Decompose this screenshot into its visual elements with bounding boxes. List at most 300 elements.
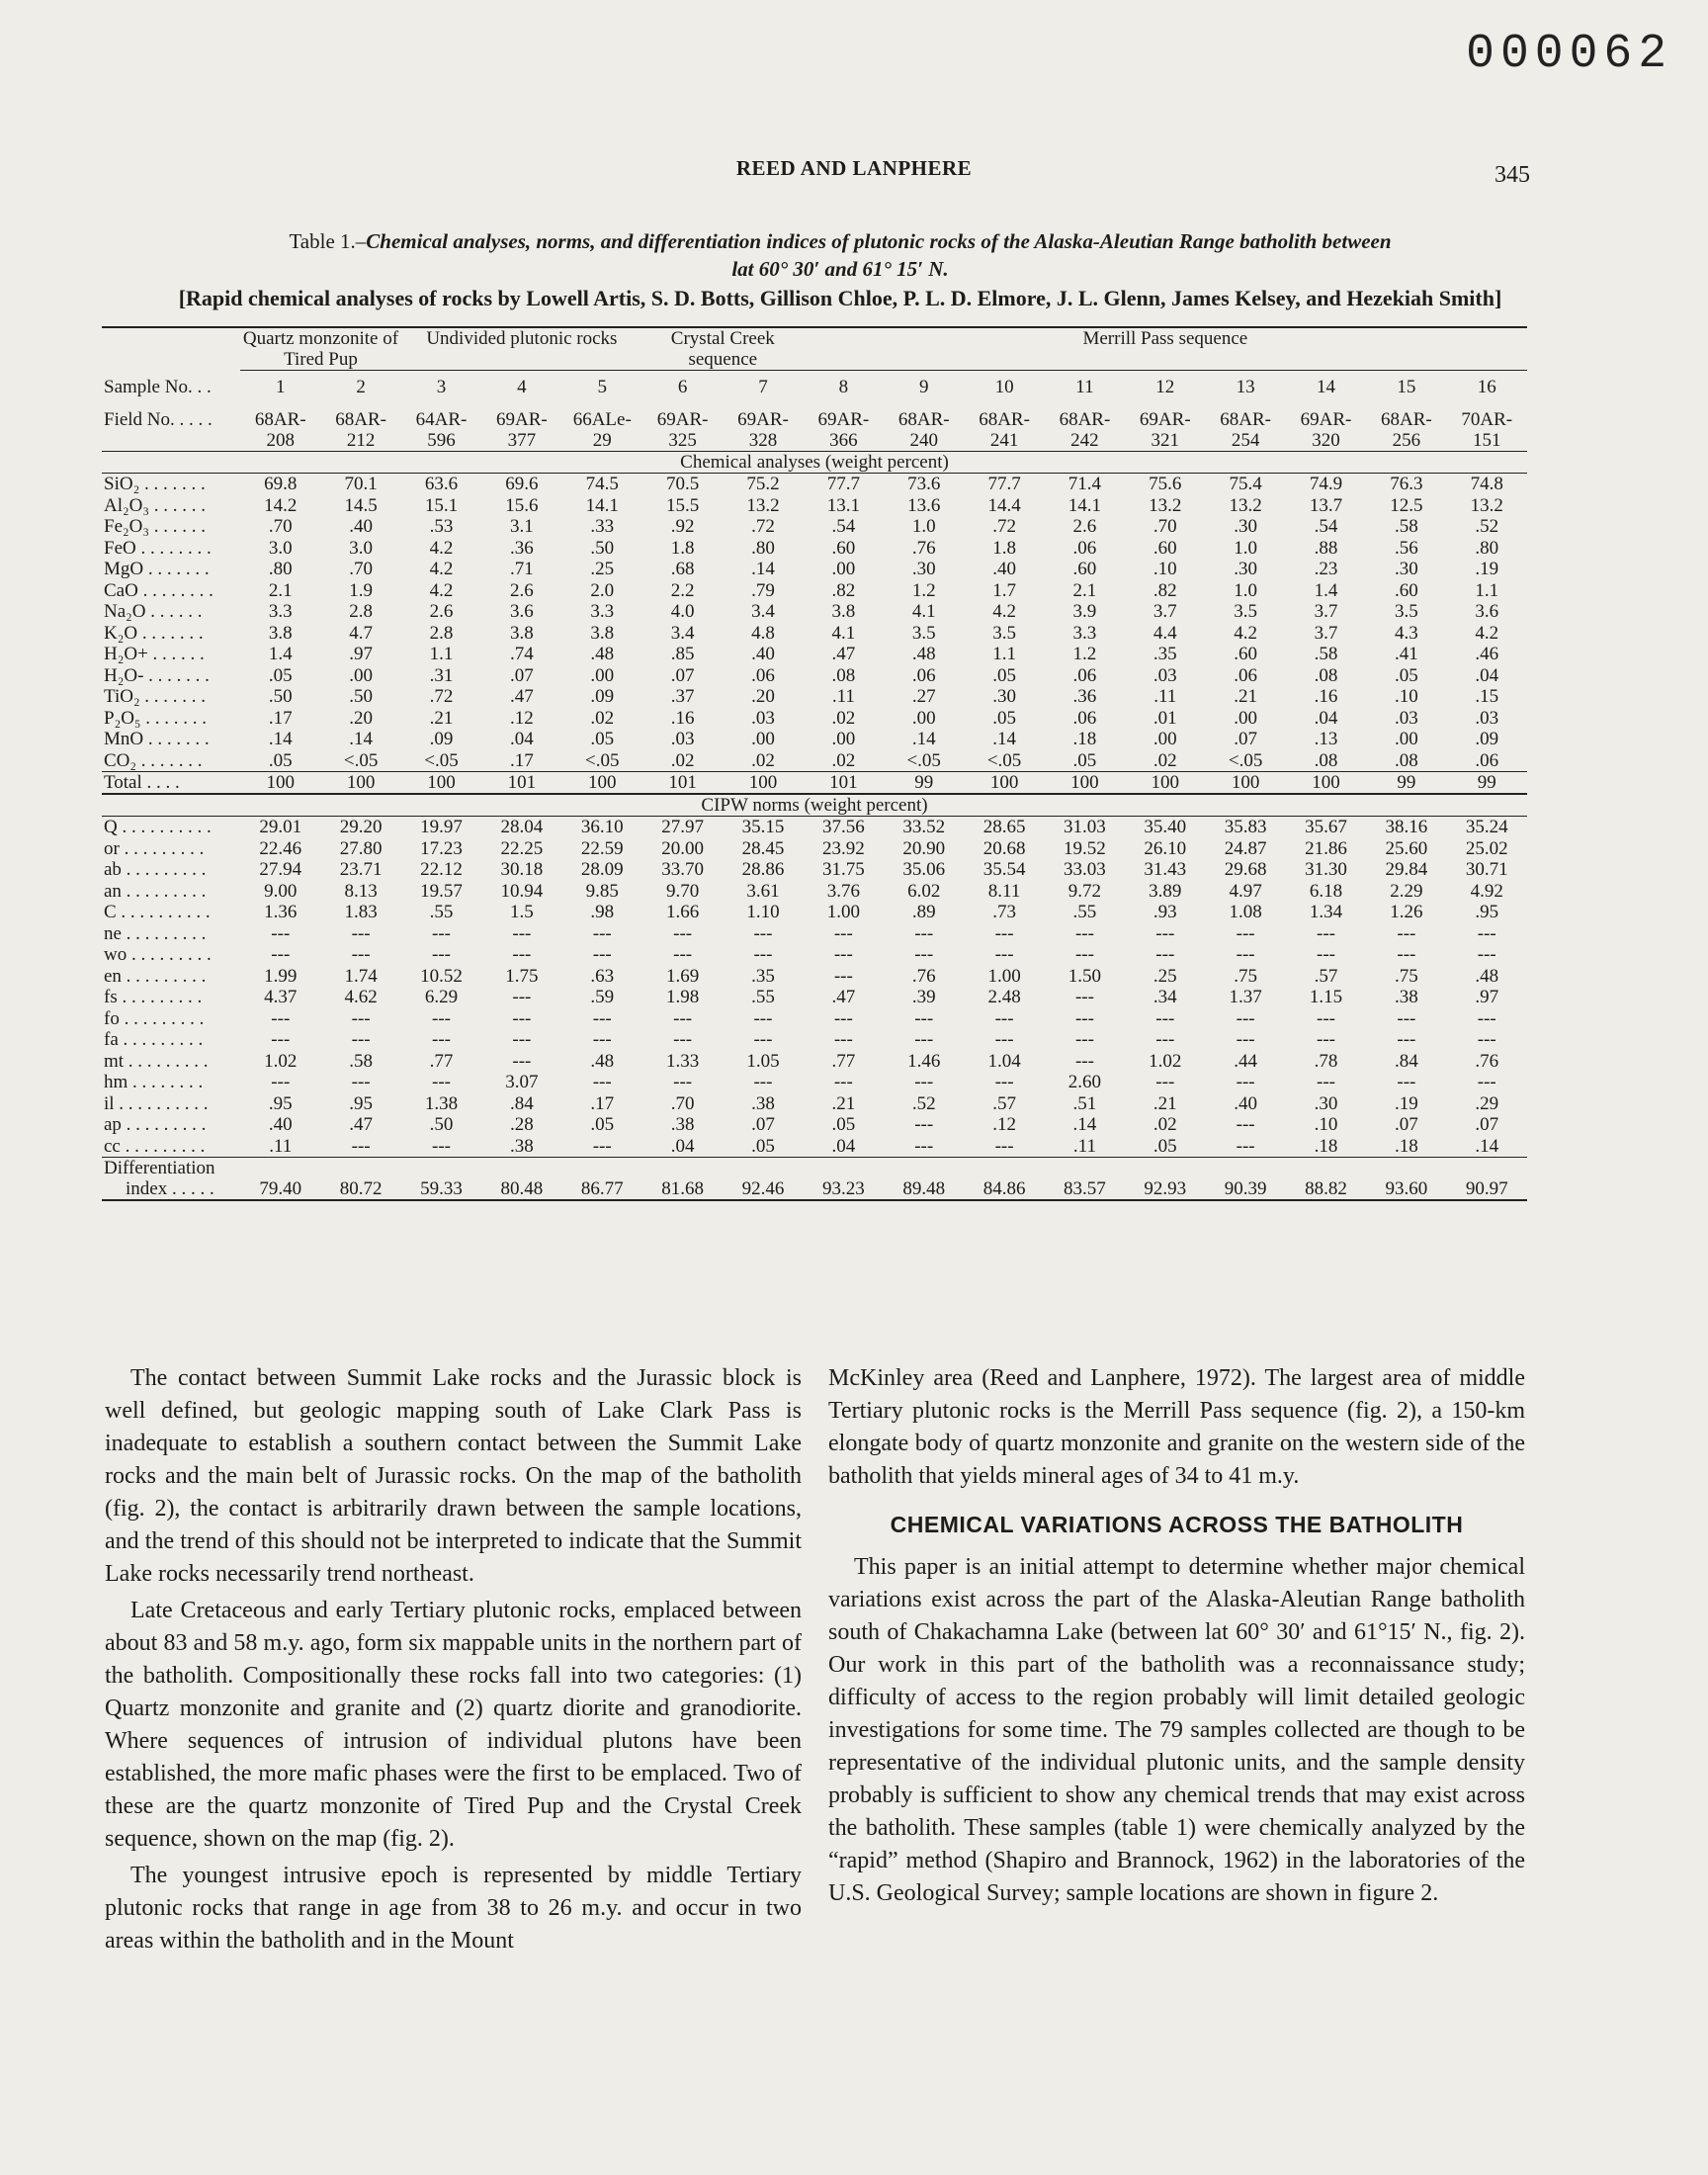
field-number xyxy=(1125,397,1205,452)
value-cell: .14 xyxy=(268,729,293,749)
section-heading-cipw: CIPW norms (weight percent) xyxy=(102,794,1527,817)
value-cell: 1.1 xyxy=(992,644,1016,664)
value-cell: 3.7 xyxy=(1153,601,1177,622)
value-cell: 19.57 xyxy=(420,880,463,902)
value-cell: 1.37 xyxy=(1229,987,1262,1007)
value-cell: 27.80 xyxy=(339,837,383,859)
value-cell: .47 xyxy=(831,644,856,664)
value-cell: .35 xyxy=(751,965,775,987)
cipw-row xyxy=(102,1114,1527,1136)
value-cell: 1.66 xyxy=(665,902,700,922)
field-number-suffix: 256 xyxy=(1392,430,1421,451)
di-value: 89.48 xyxy=(884,1158,964,1201)
value-cell: 77.7 xyxy=(987,474,1021,494)
value-cell: .29 xyxy=(1475,1092,1499,1114)
value-cell: .55 xyxy=(1072,902,1097,922)
value-cell: .44 xyxy=(1234,1050,1258,1072)
value-cell: --- xyxy=(271,1029,291,1050)
value-cell: 3.8 xyxy=(590,622,615,644)
value-cell: 1.26 xyxy=(1390,902,1423,922)
value-cell: 74.8 xyxy=(1470,474,1503,494)
value-cell: .09 xyxy=(590,686,615,707)
value-cell: <.05 xyxy=(1228,749,1263,771)
value-cell: 23.71 xyxy=(339,859,383,880)
value-cell: .14 xyxy=(349,729,374,749)
value-cell: 29.84 xyxy=(1385,859,1428,880)
value-cell: --- xyxy=(1236,1135,1255,1157)
value-cell: .72 xyxy=(751,516,775,537)
row-label: mt . . . . . . . . . xyxy=(104,1050,209,1072)
value-cell: 3.76 xyxy=(826,880,860,902)
field-number xyxy=(401,397,481,452)
value-cell: 25.02 xyxy=(1465,837,1508,859)
cipw-row xyxy=(102,987,1527,1008)
value-cell: 3.5 xyxy=(911,622,936,644)
value-cell: .25 xyxy=(1153,965,1177,987)
value-cell: --- xyxy=(432,922,451,944)
chem-row xyxy=(102,708,1527,730)
value-cell: --- xyxy=(833,1029,853,1050)
value-cell: .88 xyxy=(1314,537,1338,559)
value-cell: --- xyxy=(914,1135,934,1157)
table-title-line2: lat 60° 30′ and 61° 15′ N. xyxy=(731,257,949,281)
value-cell: 1.1 xyxy=(429,644,454,664)
row-label: Q . . . . . . . . . . xyxy=(104,817,212,837)
group-undivided: Undivided plutonic rocks xyxy=(401,327,642,371)
value-cell: 3.4 xyxy=(751,601,775,622)
total-value: 100 xyxy=(1286,772,1366,795)
value-cell: .68 xyxy=(670,559,695,579)
value-cell: --- xyxy=(351,1029,371,1050)
value-cell: 2.29 xyxy=(1390,880,1423,902)
value-cell: 3.5 xyxy=(992,622,1016,644)
value-cell: .40 xyxy=(349,516,374,537)
sample-number: 4 xyxy=(517,377,527,397)
value-cell: --- xyxy=(994,922,1014,944)
row-label: FeO . . . . . . . . xyxy=(104,537,212,559)
value-cell: .84 xyxy=(509,1092,534,1114)
value-cell: 28.86 xyxy=(741,859,785,880)
value-cell: --- xyxy=(512,1007,532,1029)
value-cell: .60 xyxy=(1072,559,1097,579)
value-cell: .06 xyxy=(1234,664,1258,686)
row-label: cc . . . . . . . . . xyxy=(104,1135,206,1157)
value-cell: .08 xyxy=(831,664,856,686)
value-cell: 1.4 xyxy=(1314,579,1338,601)
row-label: fs . . . . . . . . . xyxy=(104,987,203,1007)
value-cell: .10 xyxy=(1153,559,1177,579)
value-cell: .21 xyxy=(831,1092,856,1114)
value-cell: .17 xyxy=(509,749,534,771)
value-cell: --- xyxy=(753,1029,773,1050)
value-cell: .00 xyxy=(831,729,856,749)
value-cell: .05 xyxy=(268,664,293,686)
value-cell: 13.2 xyxy=(1470,494,1503,516)
value-cell: 73.6 xyxy=(907,474,941,494)
value-cell: .00 xyxy=(1153,729,1177,749)
value-cell: 3.4 xyxy=(670,622,695,644)
total-value: 100 xyxy=(964,772,1044,795)
value-cell: .19 xyxy=(1475,559,1499,579)
value-cell: .53 xyxy=(429,516,454,537)
field-number-prefix: 68AR- xyxy=(1220,409,1272,430)
value-cell: 19.52 xyxy=(1064,837,1106,859)
value-cell: 69.6 xyxy=(505,474,539,494)
value-cell: --- xyxy=(1236,1007,1255,1029)
field-number xyxy=(1045,397,1125,452)
table-credit: [Rapid chemical analyses of rocks by Lowell Artis, S. D. Botts, Gillison Chloe, P. L. D. Elmore, J. L. Glenn, James Kelsey, and Hezekiah Smith] xyxy=(178,286,1502,310)
archive-stamp-number: 000062 xyxy=(1466,28,1672,81)
value-cell: 1.8 xyxy=(992,537,1016,559)
value-cell: <.05 xyxy=(906,749,941,771)
value-cell: .36 xyxy=(1072,686,1097,707)
value-cell: 2.1 xyxy=(268,579,293,601)
value-cell: .21 xyxy=(429,707,454,729)
value-cell: .18 xyxy=(1314,1135,1338,1157)
value-cell: 4.0 xyxy=(670,601,695,622)
table-label: Table 1.– xyxy=(289,229,367,253)
value-cell: .12 xyxy=(992,1114,1016,1135)
value-cell: 2.1 xyxy=(1072,579,1097,601)
value-cell: --- xyxy=(1397,944,1416,965)
value-cell: .28 xyxy=(509,1114,534,1135)
value-cell: .08 xyxy=(1314,664,1338,686)
row-label: an . . . . . . . . . xyxy=(104,880,207,902)
value-cell: .70 xyxy=(349,559,374,579)
value-cell: .89 xyxy=(911,902,936,922)
di-value: 80.72 xyxy=(320,1158,400,1201)
value-cell: 2.6 xyxy=(1072,516,1097,537)
value-cell: .10 xyxy=(1314,1114,1338,1135)
value-cell: .11 xyxy=(269,1135,293,1157)
group-merrill-pass: Merrill Pass sequence xyxy=(804,327,1527,371)
value-cell: 3.6 xyxy=(1475,601,1499,622)
value-cell: 1.99 xyxy=(264,965,298,987)
value-cell: .50 xyxy=(349,686,374,707)
value-cell: --- xyxy=(1397,1072,1416,1092)
field-number-suffix: 241 xyxy=(989,430,1019,451)
value-cell: 1.02 xyxy=(1149,1050,1182,1072)
row-label: P₂O₅ . . . . . . . xyxy=(104,707,208,729)
value-cell: 4.2 xyxy=(1234,622,1258,644)
table-title: Chemical analyses, norms, and differentiation indices of plutonic rocks of the Alaska-Aleutian Range batholith between xyxy=(366,229,1392,253)
value-cell: <.05 xyxy=(585,749,620,771)
row-label: TiO₂ . . . . . . . xyxy=(104,686,207,707)
value-cell: 13.7 xyxy=(1309,494,1343,516)
value-cell: 69.8 xyxy=(264,474,298,494)
field-number xyxy=(964,397,1044,452)
value-cell: 35.67 xyxy=(1305,817,1347,837)
di-value: 80.48 xyxy=(481,1158,561,1201)
value-cell: 4.92 xyxy=(1470,880,1503,902)
left-column xyxy=(105,1362,802,1958)
value-cell: --- xyxy=(592,1072,612,1092)
value-cell: --- xyxy=(1477,944,1496,965)
row-label: ab . . . . . . . . . xyxy=(104,859,207,880)
value-cell: --- xyxy=(1236,944,1255,965)
row-label: wo . . . . . . . . . xyxy=(104,944,212,965)
di-value: 81.68 xyxy=(642,1158,723,1201)
chem-row xyxy=(102,686,1527,708)
field-number-suffix: 320 xyxy=(1312,430,1340,451)
paragraph: Late Cretaceous and early Tertiary plutonic rocks, emplaced between about 83 and 58 m.y. ago, form six mappable units in the northern part of the batholith. Compositionally these rocks fall into two categories: (1) Quartz monzonite and granite and (2) quartz diorite and granodiorite. Where sequences of intrusion of individual plutons have been established, the more mafic phases were the first to be emplaced. Two of these are the quartz monzonite of Tired Pup and the Crystal Creek sequence, shown on the map (fig. 2). xyxy=(105,1598,802,1852)
value-cell: .47 xyxy=(509,686,534,707)
sample-number: 6 xyxy=(677,377,688,397)
value-cell: .05 xyxy=(590,729,615,749)
value-cell: --- xyxy=(271,1007,291,1029)
field-number xyxy=(1447,397,1527,452)
field-number-suffix: 321 xyxy=(1151,430,1180,451)
value-cell: 1.00 xyxy=(987,965,1021,987)
field-number-suffix: 325 xyxy=(668,430,697,451)
value-cell: .30 xyxy=(1234,559,1258,579)
value-cell: 6.02 xyxy=(907,880,941,902)
value-cell: 1.50 xyxy=(1068,965,1102,987)
value-cell: 1.00 xyxy=(826,902,860,922)
value-cell: 13.2 xyxy=(1149,494,1182,516)
value-cell: .77 xyxy=(831,1050,856,1072)
value-cell: 1.38 xyxy=(424,1092,459,1114)
value-cell: .40 xyxy=(268,1114,293,1135)
value-cell: .03 xyxy=(1475,707,1499,729)
row-label: Total . . . . xyxy=(102,772,240,795)
value-cell: 4.2 xyxy=(1475,622,1499,644)
value-cell: .25 xyxy=(590,559,615,579)
value-cell: .21 xyxy=(1153,1092,1177,1114)
value-cell: .17 xyxy=(268,707,293,729)
value-cell: .07 xyxy=(751,1114,775,1135)
row-label: CO₂ . . . . . . . xyxy=(104,749,203,771)
value-cell: .82 xyxy=(831,579,856,601)
cipw-row xyxy=(102,923,1527,945)
value-cell: .15 xyxy=(1475,686,1499,707)
value-cell: 20.90 xyxy=(902,837,946,859)
value-cell: .85 xyxy=(670,644,695,664)
value-cell: .05 xyxy=(1153,1135,1177,1157)
value-cell: .02 xyxy=(590,707,615,729)
value-cell: 15.5 xyxy=(665,494,700,516)
di-value: 88.82 xyxy=(1286,1158,1366,1201)
value-cell: 22.59 xyxy=(580,837,624,859)
value-cell: .04 xyxy=(509,729,534,749)
paragraph: This paper is an initial attempt to determine whether major chemical variations exist across the part of the Alaska-Aleutian Range batholith south of Chakachamna Lake (between lat 60° 30′ and 61°15′ N., fig. 2). Our work in this part of the batholith was a reconnaissance study; difficulty of access to the region probably will limit detailed geologic investigations for some time. The 79 samples collected are though to be representative of the individual plutonic units, and the sample density probably is sufficient to show any chemical trends that may exist across the batholith. These samples (table 1) were chemically analyzed by the “rapid” method (Shapiro and Brannock, 1962) in the laboratories of the U.S. Geological Survey; sample locations are shown in figure 2. xyxy=(828,1554,1525,1906)
running-head: REED AND LANPHERE xyxy=(735,156,973,180)
value-cell: 10.94 xyxy=(500,880,544,902)
value-cell: 3.89 xyxy=(1149,880,1182,902)
value-cell: --- xyxy=(351,922,371,944)
table-caption xyxy=(148,227,1532,312)
field-number-suffix: 254 xyxy=(1231,430,1260,451)
field-number-suffix: 366 xyxy=(829,430,858,451)
value-cell: .03 xyxy=(1394,707,1418,729)
value-cell: 4.2 xyxy=(429,537,454,559)
value-cell: .51 xyxy=(1072,1092,1097,1114)
value-cell: 3.9 xyxy=(1072,601,1097,622)
value-cell: 1.04 xyxy=(987,1050,1021,1072)
value-cell: 35.54 xyxy=(982,859,1026,880)
cipw-row xyxy=(102,1072,1527,1093)
value-cell: 33.03 xyxy=(1064,859,1106,880)
value-cell: 1.75 xyxy=(505,965,539,987)
value-cell: 13.2 xyxy=(746,494,780,516)
field-number-prefix: 64AR- xyxy=(415,409,468,430)
value-cell: .38 xyxy=(1394,987,1418,1007)
value-cell: --- xyxy=(994,1135,1014,1157)
value-cell: --- xyxy=(1236,1114,1255,1135)
field-number-suffix: 377 xyxy=(507,430,537,451)
value-cell: 3.0 xyxy=(268,537,293,559)
row-label: Sample No. . . xyxy=(104,376,212,397)
value-cell: .40 xyxy=(751,644,775,664)
value-cell: .06 xyxy=(1072,707,1097,729)
value-cell: 14.5 xyxy=(344,494,378,516)
value-cell: --- xyxy=(351,1135,371,1157)
section-heading-chemical: Chemical analyses (weight percent) xyxy=(102,452,1527,474)
value-cell: .70 xyxy=(1153,516,1177,537)
value-cell: .14 xyxy=(1072,1114,1097,1135)
value-cell: --- xyxy=(592,1029,612,1050)
value-cell: .56 xyxy=(1394,537,1418,559)
value-cell: 4.4 xyxy=(1153,622,1177,644)
value-cell: .38 xyxy=(509,1135,534,1157)
value-cell: 14.4 xyxy=(987,494,1021,516)
value-cell: .97 xyxy=(1475,987,1499,1007)
total-value: 99 xyxy=(1447,772,1527,795)
value-cell: 15.1 xyxy=(424,494,459,516)
field-number xyxy=(240,397,320,452)
sample-number: 5 xyxy=(597,377,607,397)
value-cell: 4.1 xyxy=(911,601,936,622)
value-cell: .58 xyxy=(349,1050,374,1072)
field-number xyxy=(1286,397,1366,452)
value-cell: 1.98 xyxy=(665,987,700,1007)
value-cell: .07 xyxy=(1394,1114,1418,1135)
value-cell: .60 xyxy=(1234,644,1258,664)
value-cell: .78 xyxy=(1314,1050,1338,1072)
value-cell: .18 xyxy=(1072,729,1097,749)
value-cell: 4.3 xyxy=(1394,622,1418,644)
value-cell: .80 xyxy=(268,559,293,579)
value-cell: .04 xyxy=(1314,707,1338,729)
value-cell: .05 xyxy=(1394,664,1418,686)
value-cell: 1.05 xyxy=(746,1050,780,1072)
value-cell: .71 xyxy=(509,559,534,579)
value-cell: 30.18 xyxy=(500,859,544,880)
value-cell: 22.12 xyxy=(420,859,463,880)
value-cell: .06 xyxy=(751,664,775,686)
value-cell: .47 xyxy=(349,1114,374,1135)
field-number xyxy=(1366,397,1446,452)
value-cell: --- xyxy=(833,965,853,987)
value-cell: --- xyxy=(1074,922,1094,944)
value-cell: .40 xyxy=(992,559,1016,579)
value-cell: .95 xyxy=(349,1092,374,1114)
value-cell: .21 xyxy=(1234,686,1258,707)
value-cell: .30 xyxy=(911,559,936,579)
value-cell: .02 xyxy=(831,749,856,771)
value-cell: 24.87 xyxy=(1224,837,1267,859)
value-cell: .82 xyxy=(1153,579,1177,601)
value-cell: .38 xyxy=(670,1114,695,1135)
value-cell: --- xyxy=(1155,1029,1175,1050)
value-cell: 19.97 xyxy=(420,817,463,837)
value-cell: 27.97 xyxy=(661,817,704,837)
value-cell: 75.6 xyxy=(1149,474,1182,494)
value-cell: 22.46 xyxy=(259,837,302,859)
value-cell: .40 xyxy=(1234,1092,1258,1114)
value-cell: 1.0 xyxy=(1234,579,1258,601)
di-value: 79.40 xyxy=(240,1158,320,1201)
value-cell: .05 xyxy=(268,749,293,771)
value-cell: .12 xyxy=(509,707,534,729)
value-cell: 1.02 xyxy=(264,1050,298,1072)
value-cell: .93 xyxy=(1153,902,1177,922)
cipw-row xyxy=(102,944,1527,966)
value-cell: 30.71 xyxy=(1465,859,1508,880)
value-cell: .92 xyxy=(670,516,695,537)
value-cell: .30 xyxy=(1314,1092,1338,1114)
row-label: K₂O . . . . . . . xyxy=(104,622,204,644)
value-cell: 38.16 xyxy=(1385,817,1428,837)
value-cell: .70 xyxy=(670,1092,695,1114)
value-cell: --- xyxy=(512,1029,532,1050)
cipw-row xyxy=(102,1136,1527,1158)
value-cell: --- xyxy=(1074,987,1094,1007)
value-cell: .54 xyxy=(831,516,856,537)
value-cell: .05 xyxy=(1072,749,1097,771)
value-cell: 1.2 xyxy=(1072,644,1097,664)
value-cell: --- xyxy=(1477,922,1496,944)
field-number-suffix: 208 xyxy=(266,430,296,451)
value-cell: --- xyxy=(351,944,371,965)
field-number-suffix: 151 xyxy=(1473,430,1501,451)
total-value: 101 xyxy=(481,772,561,795)
value-cell: <.05 xyxy=(424,749,459,771)
value-cell: --- xyxy=(1074,1050,1094,1072)
value-cell: .14 xyxy=(992,729,1016,749)
value-cell: .79 xyxy=(751,579,775,601)
value-cell: .97 xyxy=(349,644,374,664)
field-number-prefix: 69AR- xyxy=(1139,409,1191,430)
value-cell: 75.4 xyxy=(1229,474,1262,494)
value-cell: .54 xyxy=(1314,516,1338,537)
value-cell: --- xyxy=(833,1007,853,1029)
value-cell: 1.1 xyxy=(1475,579,1499,601)
value-cell: .30 xyxy=(1394,559,1418,579)
paragraph: McKinley area (Reed and Lanphere, 1972). The largest area of middle Tertiary plutonic rocks is the Merrill Pass sequence (fig. 2), a 150-km elongate body of quartz monzonite and granite on the western side of the batholith that yields mineral ages of 34 to 41 m.y. xyxy=(828,1365,1525,1489)
value-cell: 35.83 xyxy=(1224,817,1267,837)
chem-row xyxy=(102,750,1527,772)
value-cell: .47 xyxy=(831,987,856,1007)
row-label: CaO . . . . . . . . xyxy=(104,579,214,601)
value-cell: <.05 xyxy=(986,749,1022,771)
chem-row xyxy=(102,623,1527,645)
di-value: 83.57 xyxy=(1045,1158,1125,1201)
value-cell: 3.8 xyxy=(268,622,293,644)
value-cell: --- xyxy=(994,1072,1014,1092)
value-cell: .80 xyxy=(751,537,775,559)
value-cell: .33 xyxy=(590,516,615,537)
cipw-row xyxy=(102,1029,1527,1051)
paragraph: The contact between Summit Lake rocks and the Jurassic block is well defined, but geologic mapping south of Lake Clark Pass is inadequate to establish a southern contact between the Summit Lake rocks and the main belt of Jurassic rocks. On the map of the batholith (fig. 2), the contact is arbitrarily drawn between the sample locations, and the trend of this should not be interpreted to indicate that the Summit Lake rocks necessarily trend northeast. xyxy=(105,1365,802,1587)
value-cell: .00 xyxy=(1234,707,1258,729)
value-cell: --- xyxy=(1074,1007,1094,1029)
row-label: Na₂O . . . . . . xyxy=(104,601,203,622)
sample-number: 13 xyxy=(1236,377,1255,397)
row-label: en . . . . . . . . . xyxy=(104,965,207,987)
value-cell: 35.24 xyxy=(1465,817,1508,837)
value-cell: .10 xyxy=(1394,686,1418,707)
